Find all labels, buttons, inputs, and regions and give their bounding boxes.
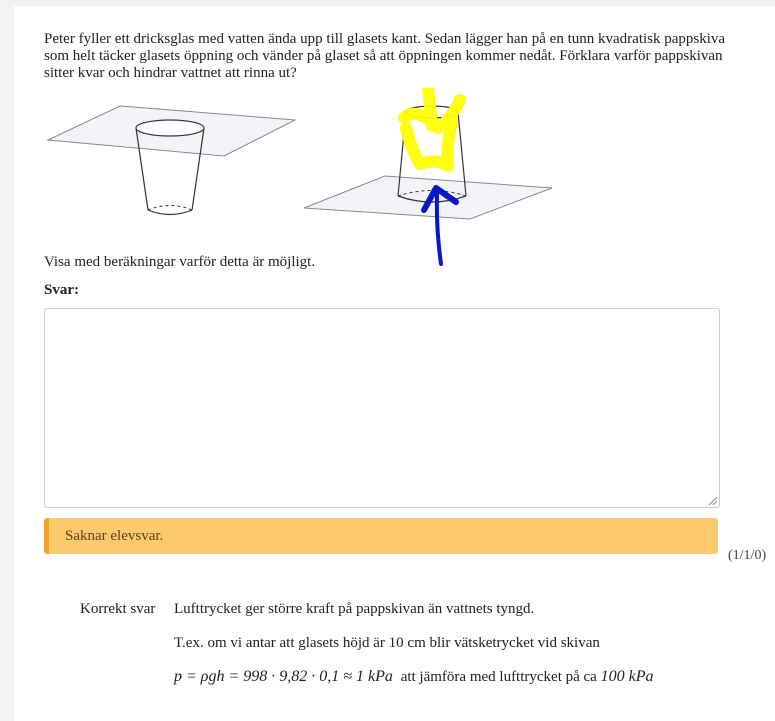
alert-text: Saknar elevsvar. — [65, 528, 164, 544]
question-text: Peter fyller ett dricksglas med vatten ända upp till glasets kant. Sedan lägger han på en tunn kvadratisk pappskiva som helt täcker glasets öppning och vänder på glaset så att öppningen kommer nedåt. Förklara varför pappskivan sitter kvar och hindrar vattnet att rinna ut? — [44, 31, 726, 81]
correct-answer-line3 — [174, 668, 653, 686]
correct-answer-line1: Lufttrycket ger större kraft på pappskivan än vattnets tyngd. — [174, 601, 535, 617]
pressure-formula: p = ρgh = 998 · 9,82 · 0,1 ≈ 1 kPa — [174, 668, 393, 685]
answer-label: Svar: — [44, 282, 79, 298]
resize-handle-icon[interactable] — [707, 495, 717, 505]
air-pressure-value: 100 kPa — [600, 668, 654, 685]
correct-answer-label: Korrekt svar — [80, 601, 156, 617]
calculation-prompt: Visa med beräkningar varför detta är möjligt. — [44, 254, 316, 270]
correct-answer-line2: T.ex. om vi antar att glasets höjd är 10 cm blir vätsketrycket vid skivan — [174, 635, 600, 651]
glass-figure — [40, 88, 560, 274]
missing-answer-alert — [44, 518, 718, 554]
yellow-annotation-mark — [404, 88, 460, 166]
answer-textarea[interactable] — [44, 308, 720, 508]
upright-glass-drawing — [48, 106, 295, 215]
comparison-text: att jämföra med lufttrycket på ca — [400, 669, 597, 685]
score-badge: (1/1/0) — [728, 548, 767, 563]
